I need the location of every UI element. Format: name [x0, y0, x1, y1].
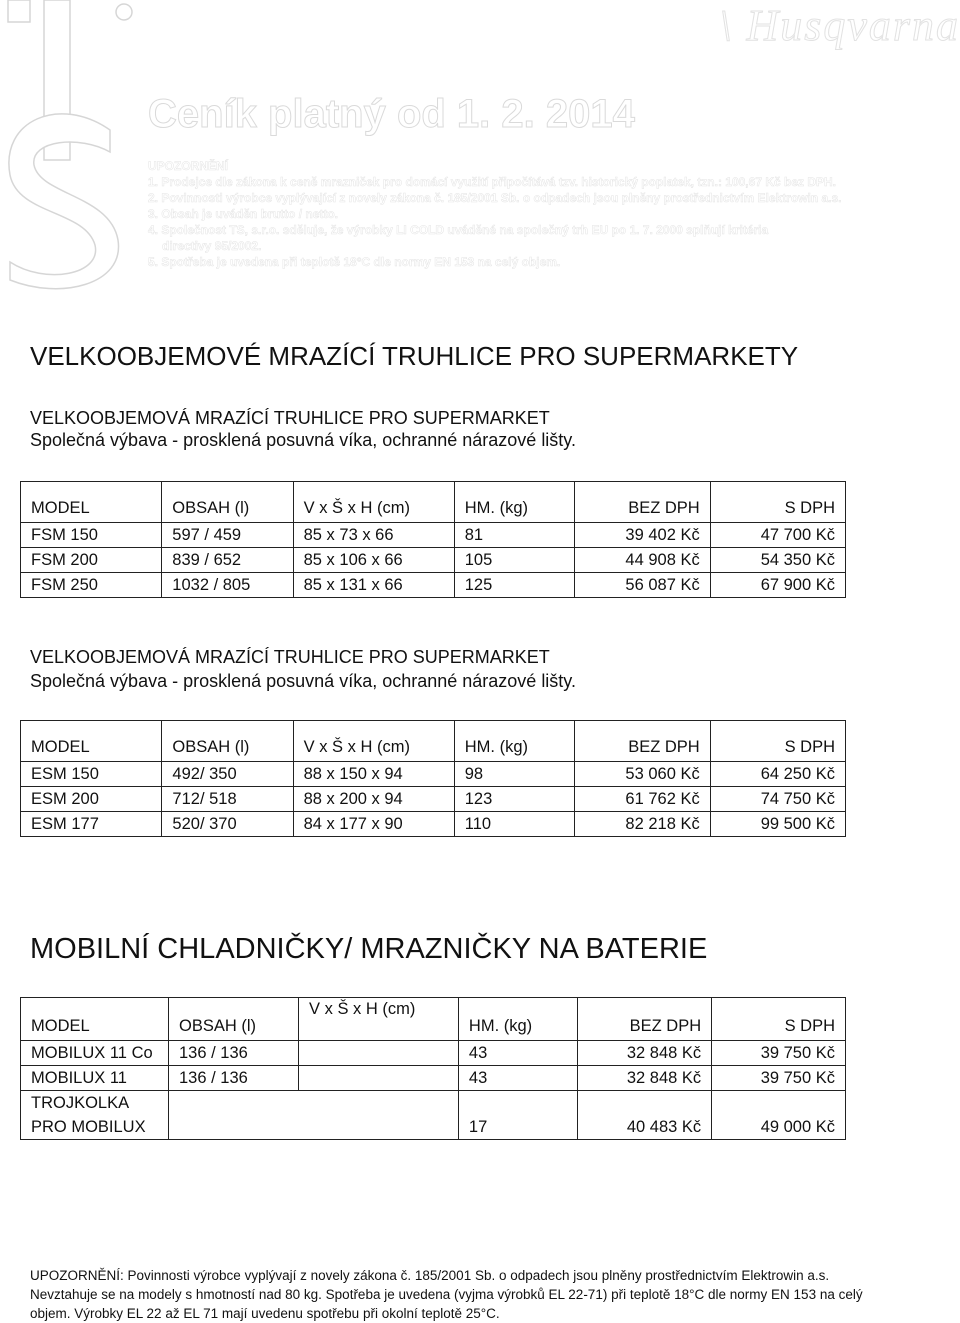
col-header-dimensions: V x Š x H (cm): [293, 482, 454, 523]
table-row: [21, 762, 846, 787]
col-header-weight: HM. (kg): [454, 482, 575, 523]
table-row: [21, 548, 846, 573]
cell-price-gross: 67 900 Kč: [710, 573, 845, 598]
cell-dimensions: 88 x 150 x 94: [293, 762, 454, 787]
cell-weight: 125: [454, 573, 575, 598]
cell-dimensions: 88 x 200 x 94: [293, 787, 454, 812]
cell-price-gross: 54 350 Kč: [710, 548, 845, 573]
cell-dimensions: 85 x 131 x 66: [293, 573, 454, 598]
col-header-model: MODEL: [21, 721, 162, 762]
table-row: [21, 1091, 846, 1140]
cell-price-net: 32 848 Kč: [578, 1066, 712, 1091]
table-header-row: [21, 721, 846, 762]
header-note: 1. Prodejce dle zákona k ceně mrazniček pro domácí využití připočítává tzv. historický poplatek, tzn.: 100,67 Kč bez DPH.: [148, 175, 837, 189]
cell-model: ESM 200: [21, 787, 162, 812]
cell-weight: 81: [454, 523, 575, 548]
price-list-title: Ceník platný od 1. 2. 2014: [148, 92, 635, 136]
col-header-dimensions: V x Š x H (cm): [293, 721, 454, 762]
cell-weight: 98: [454, 762, 575, 787]
cell-volume: 839 / 652: [162, 548, 293, 573]
cell-volume: 492/ 350: [162, 762, 293, 787]
cell-model-line: TROJKOLKA: [31, 1094, 130, 1112]
section-title-supermarket-freezers: VELKOOBJEMOVÉ MRAZÍCÍ TRUHLICE PRO SUPERMARKETY: [30, 341, 799, 371]
cell-model: FSM 200: [21, 548, 162, 573]
col-header-price-gross: S DPH: [710, 482, 845, 523]
company-logo-icon: [0, 0, 140, 290]
cell-volume: 712/ 518: [162, 787, 293, 812]
cell-model: ESM 177: [21, 812, 162, 837]
block1-subtitle: VELKOOBJEMOVÁ MRAZÍCÍ TRUHLICE PRO SUPERMARKET: [30, 408, 550, 428]
cell-price-gross: 47 700 Kč: [710, 523, 845, 548]
col-header-weight: HM. (kg): [454, 721, 575, 762]
header-notes: [148, 158, 842, 270]
col-header-volume: OBSAH (l): [162, 482, 293, 523]
cell-weight: 105: [454, 548, 575, 573]
cell-weight: 17: [458, 1091, 577, 1140]
table-row: [21, 1066, 846, 1091]
cell-model: MOBILUX 11: [21, 1066, 169, 1091]
cell-dimensions: [299, 1041, 459, 1066]
cell-volume: 136 / 136: [169, 1066, 299, 1091]
cell-price-net: 44 908 Kč: [575, 548, 710, 573]
cell-price-gross: 39 750 Kč: [712, 1066, 846, 1091]
block2-equipment: Společná výbava - prosklená posuvná víka, ochranné nárazové lišty.: [30, 671, 576, 691]
cell-model-line: PRO MOBILUX: [31, 1118, 146, 1136]
cell-price-gross: 39 750 Kč: [712, 1041, 846, 1066]
price-table-fsm: [20, 481, 846, 598]
brand-wordmark: \ Husqvarna: [719, 1, 960, 50]
cell-dimensions: 85 x 73 x 66: [293, 523, 454, 548]
cell-weight: 43: [458, 1041, 577, 1066]
footer-notice: [30, 1266, 940, 1323]
header-note: 2. Povinnosti výrobce vyplývající z novely zákona č. 185/2001 Sb. o odpadech jsou plněny prostřednictvím Elektrowin a.s.: [148, 191, 842, 205]
cell-price-net: 82 218 Kč: [575, 812, 710, 837]
cell-price-net: 40 483 Kč: [578, 1091, 712, 1140]
footer-line: UPOZORNĚNÍ: Povinnosti výrobce vyplývají z novely zákona č. 185/2001 Sb. o odpadech jsou plněny prostřednictvím Elektrowin a.s.: [30, 1268, 830, 1283]
cell-volume: 1032 / 805: [162, 573, 293, 598]
col-header-volume: OBSAH (l): [169, 998, 299, 1041]
col-header-volume: OBSAH (l): [162, 721, 293, 762]
table-row: [21, 1041, 846, 1066]
cell-model: ESM 150: [21, 762, 162, 787]
header-note: 4. Společnost TS, s.r.o. sděluje, že výrobky LI COLD uváděné na společný trh EU po 1. 7. 2000 splňují kritéria: [148, 223, 769, 237]
cell-dimensions: 84 x 177 x 90: [293, 812, 454, 837]
cell-volume: 597 / 459: [162, 523, 293, 548]
section-title-mobile-coolers: MOBILNÍ CHLADNIČKY/ MRAZNIČKY NA BATERIE: [30, 933, 708, 965]
cell-model: MOBILUX 11 Co: [21, 1041, 169, 1066]
cell-price-net: 53 060 Kč: [575, 762, 710, 787]
table-header-row: [21, 482, 846, 523]
table-row: [21, 573, 846, 598]
cell-model: FSM 150: [21, 523, 162, 548]
cell-weight: 123: [454, 787, 575, 812]
cell-weight: 43: [458, 1066, 577, 1091]
page-header: [0, 0, 960, 290]
cell-price-net: 56 087 Kč: [575, 573, 710, 598]
cell-dimensions: [299, 1091, 459, 1140]
cell-volume: 520/ 370: [162, 812, 293, 837]
cell-volume: [169, 1091, 299, 1140]
cell-model: FSM 250: [21, 573, 162, 598]
col-header-price-net: BEZ DPH: [575, 721, 710, 762]
col-header-price-gross: S DPH: [710, 721, 845, 762]
price-table-mobilux: [20, 997, 846, 1140]
cell-dimensions: [299, 1066, 459, 1091]
cell-price-gross: 99 500 Kč: [710, 812, 845, 837]
cell-weight: 110: [454, 812, 575, 837]
footer-line: Nevztahuje se na modely s hmotností nad 80 kg. Spotřeba je uvedena (vyjma výrobků EL 22-71) při teplotě 18°C dle normy EN 153 na celý: [30, 1287, 863, 1302]
header-note: directivy 95/2002.: [162, 239, 262, 253]
table-header-row: [21, 998, 846, 1041]
block2-subtitle: VELKOOBJEMOVÁ MRAZÍCÍ TRUHLICE PRO SUPERMARKET: [30, 647, 550, 667]
col-header-price-net: BEZ DPH: [578, 998, 712, 1041]
price-table-esm: [20, 720, 846, 837]
col-header-dimensions: V x Š x H (cm): [299, 998, 459, 1041]
table-row: [21, 523, 846, 548]
block1-equipment: Společná výbava - prosklená posuvná víka, ochranné nárazové lišty.: [30, 430, 576, 450]
col-header-price-gross: S DPH: [712, 998, 846, 1041]
table-row: [21, 812, 846, 837]
cell-price-gross: 64 250 Kč: [710, 762, 845, 787]
cell-price-net: 32 848 Kč: [578, 1041, 712, 1066]
col-header-weight: HM. (kg): [458, 998, 577, 1041]
cell-volume: 136 / 136: [169, 1041, 299, 1066]
table-row: [21, 787, 846, 812]
footer-line: objem. Výrobky EL 22 až EL 71 mají uvedenu spotřebu při okolní teplotě 25°C.: [30, 1306, 500, 1321]
header-note: UPOZORNĚNÍ: [148, 159, 229, 173]
cell-price-gross: 49 000 Kč: [712, 1091, 846, 1140]
header-note: 3. Obsah je uváděn brutto / netto.: [148, 207, 339, 221]
cell-price-net: 61 762 Kč: [575, 787, 710, 812]
cell-model: [21, 1091, 169, 1140]
cell-price-gross: 74 750 Kč: [710, 787, 845, 812]
col-header-model: MODEL: [21, 482, 162, 523]
cell-price-net: 39 402 Kč: [575, 523, 710, 548]
col-header-model: MODEL: [21, 998, 169, 1041]
col-header-price-net: BEZ DPH: [575, 482, 710, 523]
header-note: 5. Spotřeba je uvedena při teplotě 18°C dle normy EN 153 na celý objem.: [148, 255, 561, 269]
cell-dimensions: 85 x 106 x 66: [293, 548, 454, 573]
